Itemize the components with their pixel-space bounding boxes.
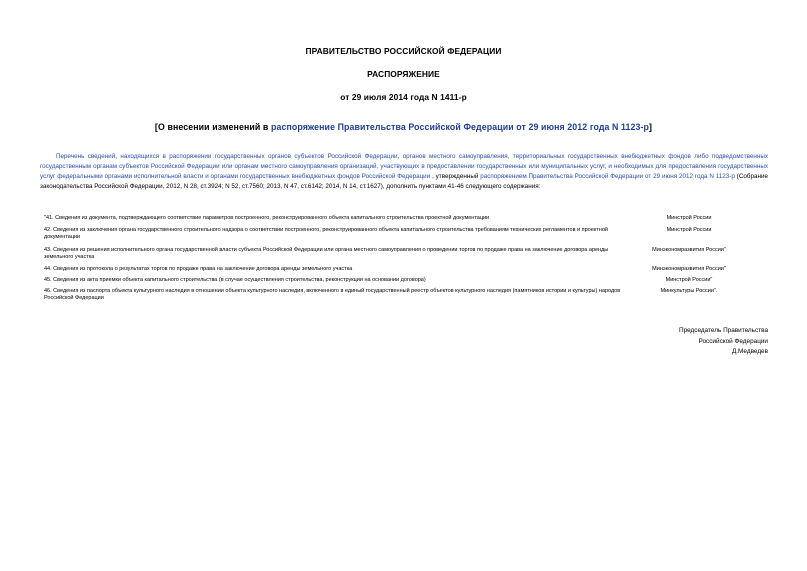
- item-authority: Минстрой России: [666, 227, 712, 233]
- item-text: "41. Сведения из документа, подтверждающего соответствие параметров построенного, реконструированного объекта капитального строительства проектной документации: [44, 215, 490, 221]
- document-title: [0, 122, 807, 132]
- item-authority: Минэкономразвития России": [652, 247, 726, 253]
- title-prefix: [О внесении изменений в: [154, 122, 271, 132]
- document-date-number: от 29 июля 2014 года N 1411-р: [340, 92, 467, 102]
- item-text: 44. Сведения из протокола о результатах торгов по продаже права на заключение договора аренды земельного участка: [44, 266, 353, 272]
- title-amended-order-link[interactable]: распоряжение Правительства Российской Федерации от 29 июня 2012 года N 1123-р: [271, 122, 650, 132]
- item-authority: Минэкономразвития России": [652, 266, 726, 272]
- item-authority: Минстрой России: [666, 215, 712, 221]
- intro-middle-text: , утвержденный: [430, 173, 481, 180]
- item-text: 46. Сведения из паспорта объекта культурного наследия в отношении объекта культурного наследия, включенного в единый государственный реестр объектов культурного наследия (памятников истории и культуры) народов Российской Федерации: [44, 288, 621, 302]
- item-text: 42. Сведения из заключения органа государственного строительного надзора о соответствии построенного, реконструированного объекта капитального строительства требованиям технических регламентов и проектной документации: [44, 227, 608, 241]
- document-type-heading: РАСПОРЯЖЕНИЕ: [367, 69, 440, 79]
- signatory-title-line1: Председатель Правительства: [679, 327, 768, 334]
- title-suffix: ]: [649, 122, 653, 132]
- item-authority: Минстрой России": [665, 277, 713, 283]
- signatory-name: Д.Медведев: [731, 348, 768, 355]
- item-text: 43. Сведения из решения исполнительного органа государственной власти субъекта Российской Федерации или органа местного самоуправления о проведении торгов по продаже права на заключение договора аренды земельного участка: [44, 247, 609, 261]
- item-text: 45. Сведения из акта приемки объекта капитального строительства (в случае осуществления строительства, реконструкции на основании договора): [44, 277, 426, 283]
- government-heading: ПРАВИТЕЛЬСТВО РОССИЙСКОЙ ФЕДЕРАЦИИ: [305, 46, 502, 56]
- signatory-title-line2: Российской Федерации: [698, 338, 768, 345]
- intro-suffix-text: (Собрание законодательства Российской Федерации, 2012, N 28, ст.3924; N 52, ст.7560; 2013, N 47, ст.6142; 2014, N 14, ст.1627), дополнить пунктами 41-46 следующего содержания:: [40, 173, 769, 190]
- item-authority: Минкультуры России".: [660, 288, 718, 294]
- intro-list-link[interactable]: Перечень сведений, находящихся в распоряжении государственных органов субъектов Российской Федерации, органов местного самоуправления, территориальных государственных внебюджетных фондов либо подведомственных государственным органам субъектов Российской Федерации или органам местного самоуправления организаций, участвующих в предоставлении государственных или муниципальных услуг, и необходимых для предоставления государственных услуг федеральными органами исполнительной власти и органами государственных внебюджетных фондов Российской Федерации: [40, 153, 768, 180]
- intro-paragraph: [40, 152, 768, 192]
- intro-order-link[interactable]: распоряжением Правительства Российской Федерации от 29 июня 2012 года N 1123-р: [480, 173, 735, 180]
